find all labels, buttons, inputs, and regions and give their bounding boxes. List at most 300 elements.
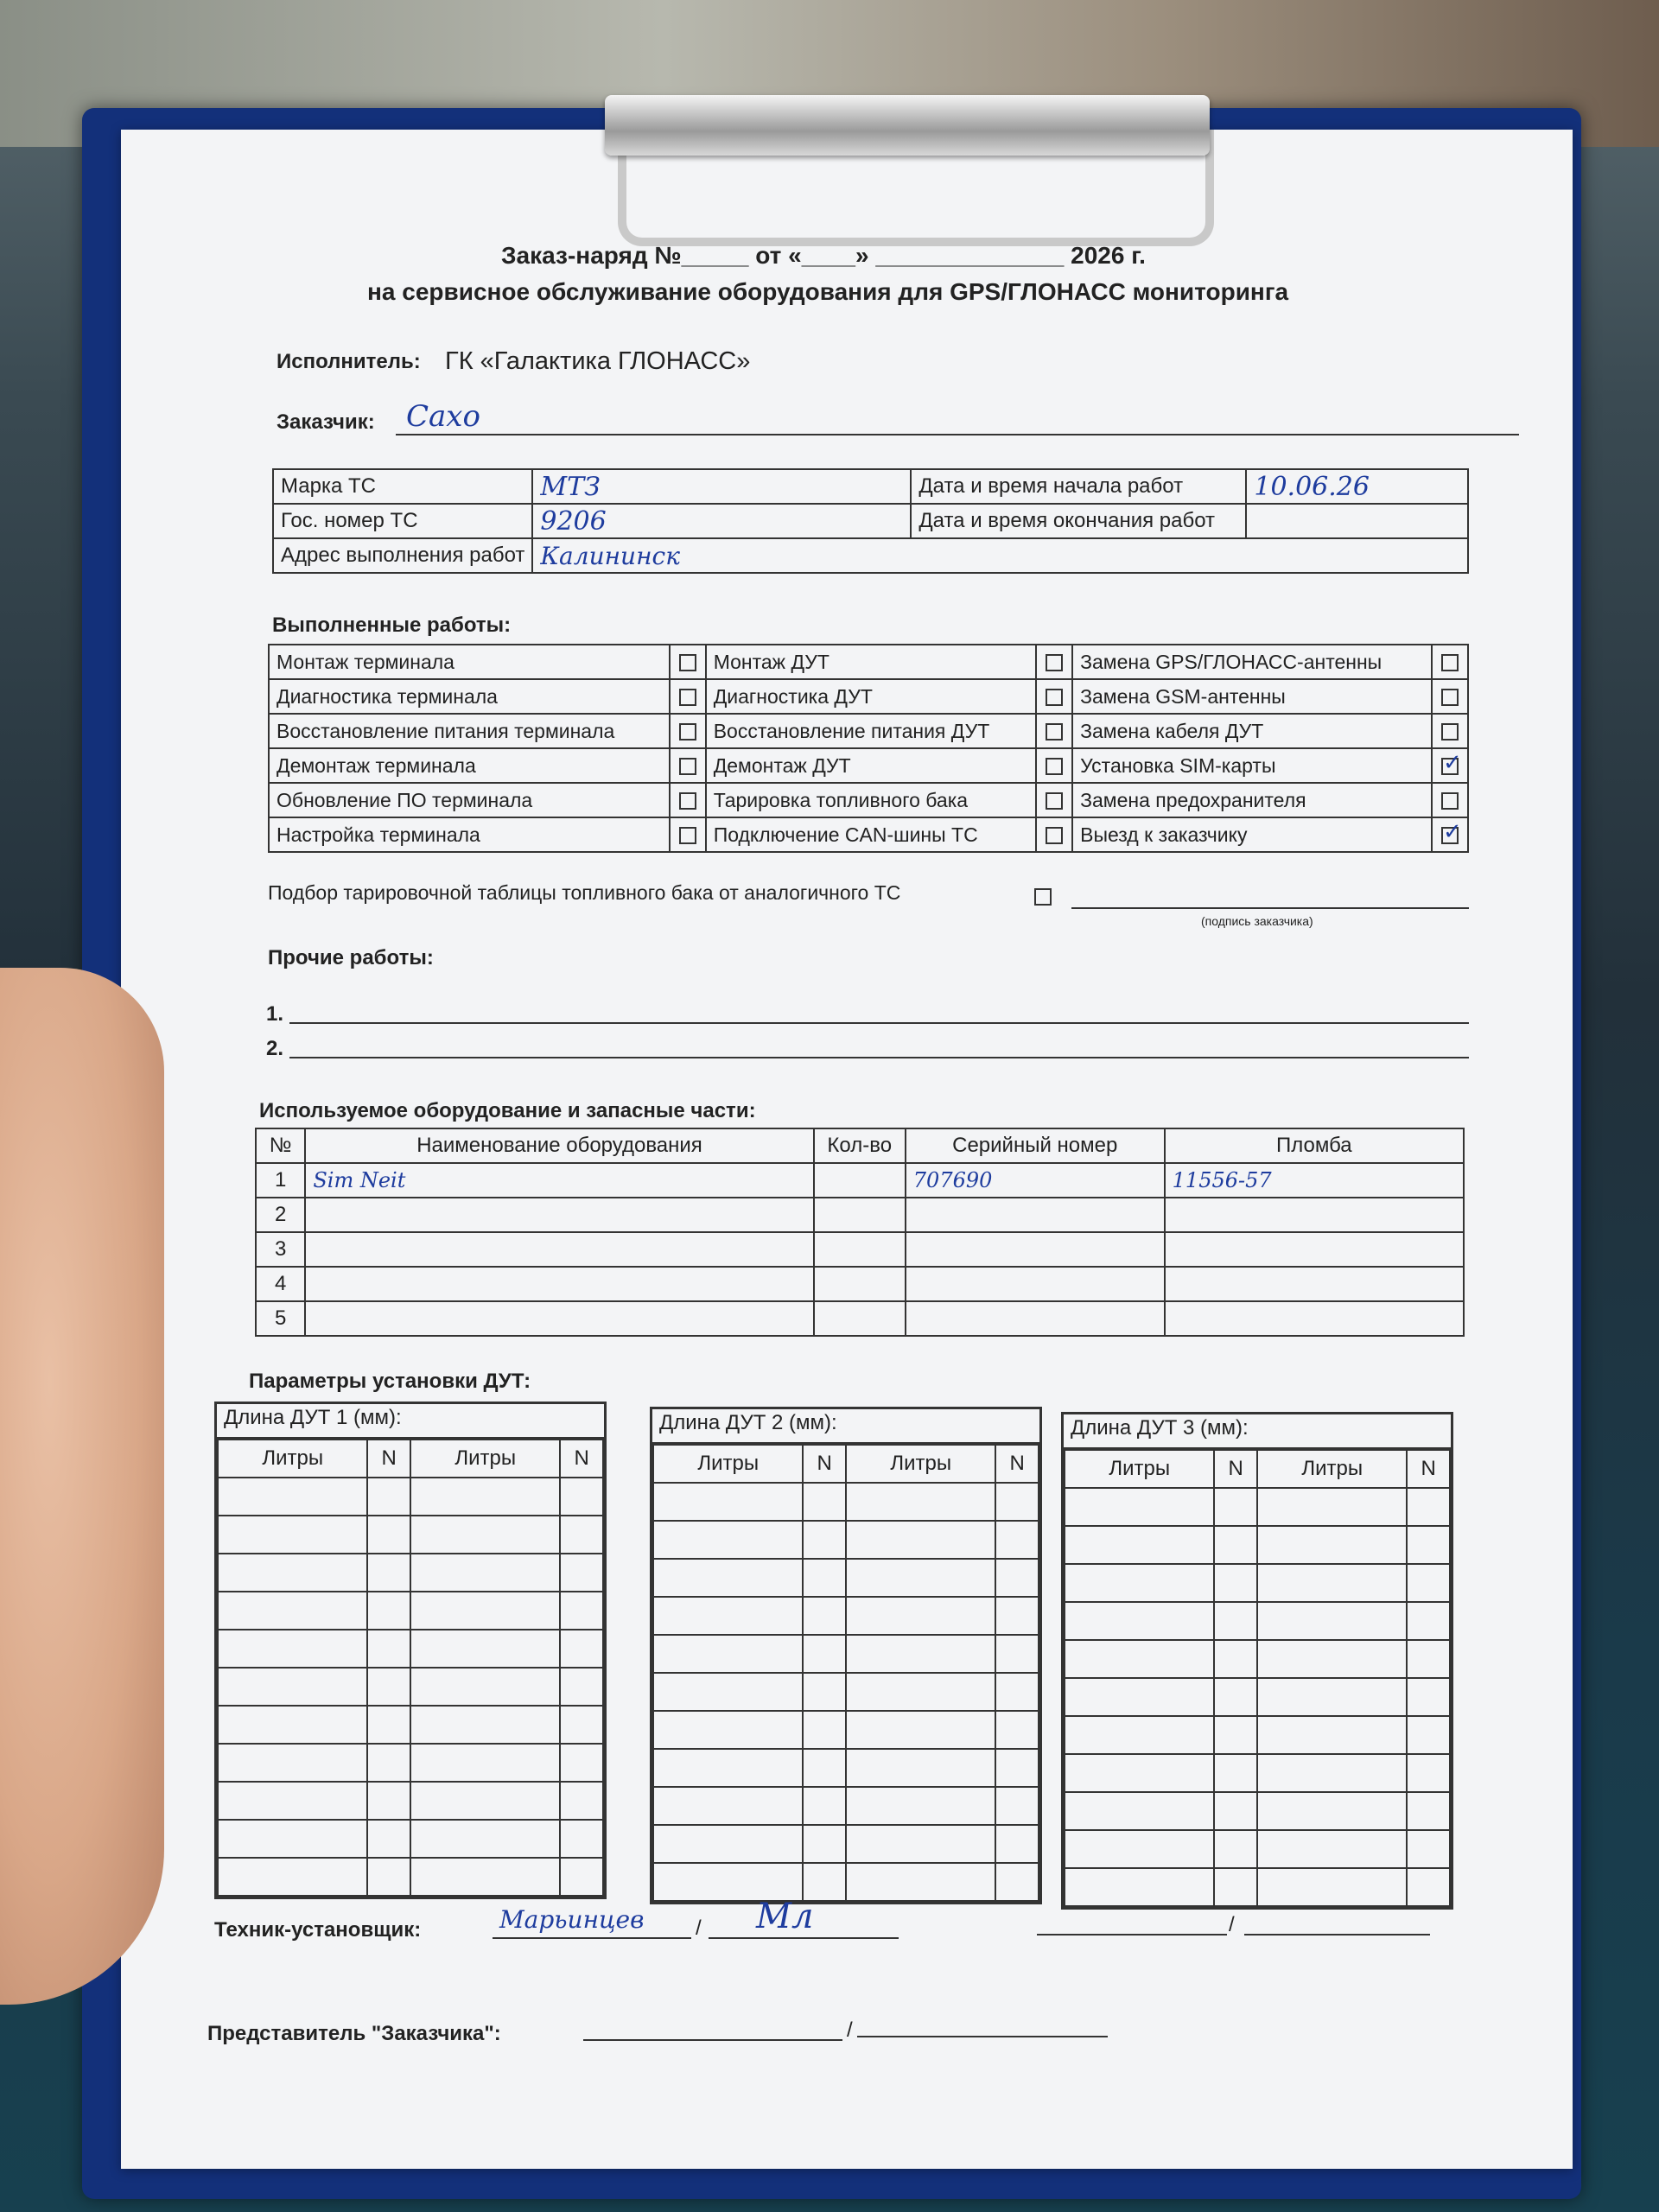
dut-cell[interactable]	[653, 1711, 803, 1749]
work-col2-3-label: Демонтаж ДУТ	[706, 748, 1036, 783]
blank-line-1	[1037, 1934, 1227, 1936]
dut-cell[interactable]	[803, 1521, 846, 1559]
table-row	[1065, 1526, 1450, 1564]
dut-cell[interactable]	[995, 1863, 1039, 1901]
dut-cell[interactable]	[995, 1597, 1039, 1635]
dut-cell[interactable]	[410, 1478, 560, 1516]
dut-title: Параметры установки ДУТ:	[249, 1370, 531, 1393]
work-col3-0-box-cell	[1432, 645, 1468, 679]
dut-cell[interactable]	[995, 1711, 1039, 1749]
equipment-title: Используемое оборудование и запасные части:	[259, 1099, 756, 1122]
dut-cell[interactable]	[410, 1706, 560, 1744]
dut-cell[interactable]	[560, 1554, 603, 1592]
technician-label: Техник-установщик:	[214, 1918, 422, 1942]
plate-label: Гос. номер ТС	[273, 504, 532, 538]
work-col3-4-box-cell	[1432, 783, 1468, 817]
dut-cell[interactable]	[1065, 1792, 1214, 1830]
dut-cell[interactable]	[1065, 1526, 1214, 1564]
work-col2-5-checkbox[interactable]	[1046, 827, 1063, 844]
dut-cell[interactable]	[1214, 1488, 1257, 1526]
order-title: Заказ-наряд №_____ от «____» ______________ 2026 г.	[501, 242, 1146, 269]
dut-cell[interactable]	[653, 1673, 803, 1711]
dut-cell[interactable]	[803, 1749, 846, 1787]
dut-cell[interactable]	[218, 1744, 367, 1782]
dut-cell[interactable]	[1214, 1678, 1257, 1716]
work-col1-3-checkbox[interactable]	[679, 758, 696, 775]
equipment-cell-0-0[interactable]: 1	[256, 1163, 305, 1198]
dut-cell[interactable]	[653, 1483, 803, 1521]
work-col2-3-box-cell	[1036, 748, 1072, 783]
work-col3-0-label: Замена GPS/ГЛОНАСС-антенны	[1072, 645, 1432, 679]
work-col3-1-checkbox[interactable]	[1441, 689, 1459, 706]
dut-cell[interactable]	[218, 1668, 367, 1706]
dut-cell[interactable]	[653, 1597, 803, 1635]
other-line-1[interactable]	[289, 1022, 1469, 1024]
order-subtitle: на сервисное обслуживание оборудования для GPS/ГЛОНАСС мониторинга	[367, 278, 1289, 305]
address-value: Калининск	[540, 541, 680, 570]
other-item-2: 2.	[266, 1037, 284, 1060]
dut-cell[interactable]	[1214, 1754, 1257, 1792]
work-col1-5-checkbox[interactable]	[679, 827, 696, 844]
dut-cell[interactable]	[1257, 1678, 1407, 1716]
equipment-cell-4-3[interactable]	[906, 1301, 1165, 1336]
technician-name: Марьинцев	[499, 1905, 645, 1934]
dut-cell[interactable]	[410, 1782, 560, 1820]
dut-cell[interactable]	[995, 1483, 1039, 1521]
work-col3-3-checkbox[interactable]	[1441, 758, 1459, 775]
work-col1-2-checkbox[interactable]	[679, 723, 696, 741]
work-col3-0-checkbox[interactable]	[1441, 654, 1459, 671]
dut-cell[interactable]	[1407, 1754, 1450, 1792]
dut-cell[interactable]	[1257, 1640, 1407, 1678]
dut-cell[interactable]	[1257, 1754, 1407, 1792]
dut-cell[interactable]	[1257, 1792, 1407, 1830]
dut-cell[interactable]	[1407, 1868, 1450, 1906]
dut-cell[interactable]	[995, 1635, 1039, 1673]
dut-cell[interactable]	[803, 1711, 846, 1749]
address-label: Адрес выполнения работ	[273, 538, 532, 573]
table-row	[653, 1559, 1039, 1597]
clipboard-clip	[605, 95, 1210, 242]
dut-col-header: Литры	[1257, 1450, 1407, 1488]
table-row	[256, 1301, 1464, 1336]
work-col2-3-checkbox[interactable]	[1046, 758, 1063, 775]
dut-cell[interactable]	[846, 1559, 995, 1597]
table-row	[1065, 1564, 1450, 1602]
dut-cell[interactable]	[1065, 1716, 1214, 1754]
dut-table-2	[650, 1407, 1042, 1904]
dut-cell[interactable]	[803, 1635, 846, 1673]
equipment-header-0: №	[256, 1128, 305, 1163]
table-row	[218, 1744, 603, 1782]
work-col1-4-label: Обновление ПО терминала	[269, 783, 670, 817]
work-col3-5-label: Выезд к заказчику	[1072, 817, 1432, 852]
dut-cell[interactable]	[367, 1668, 410, 1706]
equipment-header-4: Пломба	[1165, 1128, 1464, 1163]
dut-cell[interactable]	[803, 1787, 846, 1825]
equipment-cell-0-4[interactable]: 11556-57	[1165, 1163, 1464, 1198]
table-row	[218, 1668, 603, 1706]
table-row	[1065, 1868, 1450, 1906]
dut-cell[interactable]	[1257, 1830, 1407, 1868]
dut-cell[interactable]	[803, 1483, 846, 1521]
work-col3-3-label: Установка SIM-карты	[1072, 748, 1432, 783]
dut-cell[interactable]	[560, 1820, 603, 1858]
dut-cell[interactable]	[653, 1825, 803, 1863]
equipment-cell-1-0[interactable]: 2	[256, 1198, 305, 1232]
dut-cell[interactable]	[803, 1863, 846, 1901]
dut-cell[interactable]	[1214, 1868, 1257, 1906]
dut-cell[interactable]	[410, 1668, 560, 1706]
dut-cell[interactable]	[653, 1749, 803, 1787]
end-value	[1246, 504, 1468, 538]
slash-2: /	[1229, 1913, 1235, 1936]
dut-cell[interactable]	[367, 1858, 410, 1896]
dut-cell[interactable]	[995, 1521, 1039, 1559]
dut-length-label: Длина ДУТ 2 (мм):	[652, 1409, 1039, 1444]
dut-cell[interactable]	[1257, 1868, 1407, 1906]
start-value-cell	[1246, 469, 1468, 504]
dut-cell[interactable]	[1065, 1678, 1214, 1716]
dut-cell[interactable]	[653, 1863, 803, 1901]
work-col3-4-checkbox[interactable]	[1441, 792, 1459, 810]
dut-cell[interactable]	[1214, 1564, 1257, 1602]
dut-table-3	[1061, 1412, 1453, 1910]
dut-cell[interactable]	[846, 1711, 995, 1749]
dut-cell[interactable]	[560, 1782, 603, 1820]
table-row	[1065, 1716, 1450, 1754]
work-col2-1-label: Диагностика ДУТ	[706, 679, 1036, 714]
work-col2-1-checkbox[interactable]	[1046, 689, 1063, 706]
dut-cell[interactable]	[846, 1825, 995, 1863]
technician-sign-line	[709, 1937, 899, 1939]
customer-label: Заказчик:	[276, 410, 375, 434]
tariff-checkbox[interactable]	[1034, 888, 1052, 906]
blank-line-2	[1244, 1934, 1430, 1936]
table-row	[218, 1706, 603, 1744]
work-col2-5-label: Подключение CAN-шины ТС	[706, 817, 1036, 852]
dut-cell[interactable]	[367, 1630, 410, 1668]
table-row	[653, 1673, 1039, 1711]
dut-cell[interactable]	[1407, 1716, 1450, 1754]
dut-cell[interactable]	[1257, 1488, 1407, 1526]
work-col3-3-box-cell	[1432, 748, 1468, 783]
slash-1: /	[696, 1916, 702, 1940]
equipment-cell-2-2[interactable]	[814, 1232, 906, 1267]
table-row	[218, 1478, 603, 1516]
dut-cell[interactable]	[1257, 1564, 1407, 1602]
dut-cell[interactable]	[803, 1825, 846, 1863]
other-line-2[interactable]	[289, 1057, 1469, 1058]
work-order-sheet	[121, 130, 1573, 2169]
table-row	[653, 1825, 1039, 1863]
dut-cell[interactable]	[410, 1820, 560, 1858]
equipment-cell-3-3[interactable]	[906, 1267, 1165, 1301]
table-row	[218, 1554, 603, 1592]
dut-col-header: N	[367, 1440, 410, 1478]
work-col1-1-label: Диагностика терминала	[269, 679, 670, 714]
dut-cell[interactable]	[367, 1706, 410, 1744]
dut-cell[interactable]	[1407, 1526, 1450, 1564]
dut-cell[interactable]	[1214, 1640, 1257, 1678]
dut-cell[interactable]	[560, 1858, 603, 1896]
dut-cell[interactable]	[410, 1516, 560, 1554]
work-col3-5-checkbox[interactable]	[1441, 827, 1459, 844]
dut-cell[interactable]	[1214, 1716, 1257, 1754]
dut-length-label: Длина ДУТ 3 (мм):	[1064, 1414, 1451, 1449]
plate-value: 9206	[540, 505, 607, 537]
equipment-cell-2-1[interactable]	[305, 1232, 813, 1267]
work-col1-1-checkbox[interactable]	[679, 689, 696, 706]
dut-cell[interactable]	[218, 1478, 367, 1516]
work-col2-0-box-cell	[1036, 645, 1072, 679]
dut-cell[interactable]	[1214, 1526, 1257, 1564]
dut-cell[interactable]	[218, 1858, 367, 1896]
dut-cell[interactable]	[410, 1630, 560, 1668]
brand-label: Марка ТС	[273, 469, 532, 504]
table-row	[218, 1782, 603, 1820]
dut-cell[interactable]	[995, 1825, 1039, 1863]
brand-value: МТЗ	[540, 471, 601, 502]
equipment-cell-2-0[interactable]: 3	[256, 1232, 305, 1267]
technician-name-line	[493, 1937, 691, 1939]
dut-cell[interactable]	[803, 1673, 846, 1711]
equipment-cell-1-1[interactable]	[305, 1198, 813, 1232]
work-col2-0-checkbox[interactable]	[1046, 654, 1063, 671]
equipment-cell-0-1[interactable]: Sim Neit	[305, 1163, 813, 1198]
work-col3-4-label: Замена предохранителя	[1072, 783, 1432, 817]
table-row	[1065, 1640, 1450, 1678]
customer-signature-line	[1071, 907, 1469, 909]
equipment-cell-3-2[interactable]	[814, 1267, 906, 1301]
equipment-cell-3-0[interactable]: 4	[256, 1267, 305, 1301]
dut-cell[interactable]	[1065, 1602, 1214, 1640]
dut-cell[interactable]	[1214, 1602, 1257, 1640]
dut-cell[interactable]	[1214, 1792, 1257, 1830]
signature-hint: (подпись заказчика)	[1201, 914, 1313, 928]
work-col1-3-label: Демонтаж терминала	[269, 748, 670, 783]
table-row	[653, 1483, 1039, 1521]
start-label: Дата и время начала работ	[911, 469, 1246, 504]
dut-cell[interactable]	[653, 1787, 803, 1825]
dut-cell[interactable]	[1257, 1526, 1407, 1564]
equipment-cell-0-3[interactable]: 707690	[906, 1163, 1165, 1198]
clip-bar	[605, 95, 1210, 156]
dut-cell[interactable]	[1065, 1640, 1214, 1678]
table-row	[653, 1711, 1039, 1749]
dut-cell[interactable]	[560, 1706, 603, 1744]
dut-cell[interactable]	[1257, 1716, 1407, 1754]
dut-cell[interactable]	[1407, 1602, 1450, 1640]
table-row	[1065, 1830, 1450, 1868]
table-row	[653, 1863, 1039, 1901]
equipment-cell-4-2[interactable]	[814, 1301, 906, 1336]
table-row	[653, 1635, 1039, 1673]
work-col2-5-box-cell	[1036, 817, 1072, 852]
dut-cell[interactable]	[1065, 1488, 1214, 1526]
representative-label: Представитель "Заказчика":	[207, 2022, 501, 2045]
executor-value: ГК «Галактика ГЛОНАСС»	[445, 347, 751, 375]
dut-cell[interactable]	[560, 1516, 603, 1554]
dut-col-header: N	[803, 1445, 846, 1483]
work-col1-0-checkbox[interactable]	[679, 654, 696, 671]
executor-label: Исполнитель:	[276, 350, 421, 373]
dut-cell[interactable]	[367, 1516, 410, 1554]
table-row	[256, 1163, 1464, 1198]
equipment-header-3: Серийный номер	[906, 1128, 1165, 1163]
table-row	[1065, 1488, 1450, 1526]
work-col2-4-checkbox[interactable]	[1046, 792, 1063, 810]
table-row	[653, 1597, 1039, 1635]
dut-col-header: Литры	[410, 1440, 560, 1478]
dut-cell[interactable]	[560, 1630, 603, 1668]
equipment-cell-4-0[interactable]: 5	[256, 1301, 305, 1336]
dut-cell[interactable]	[846, 1749, 995, 1787]
table-row	[218, 1516, 603, 1554]
customer-line	[396, 434, 1519, 435]
dut-cell[interactable]	[846, 1483, 995, 1521]
dut-cell[interactable]	[653, 1559, 803, 1597]
dut-cell[interactable]	[410, 1592, 560, 1630]
equipment-header-1: Наименование оборудования	[305, 1128, 813, 1163]
dut-cell[interactable]	[1407, 1488, 1450, 1526]
table-row	[1065, 1754, 1450, 1792]
dut-cell[interactable]	[846, 1521, 995, 1559]
dut-cell[interactable]	[1407, 1830, 1450, 1868]
dut-cell[interactable]	[367, 1782, 410, 1820]
dut-cell[interactable]	[846, 1597, 995, 1635]
work-col1-4-checkbox[interactable]	[679, 792, 696, 810]
equipment-cell-4-1[interactable]	[305, 1301, 813, 1336]
equipment-cell-1-3[interactable]	[906, 1198, 1165, 1232]
equipment-table	[255, 1128, 1465, 1337]
representative-line-2	[857, 2036, 1108, 2037]
table-row	[256, 1267, 1464, 1301]
dut-cell[interactable]	[218, 1592, 367, 1630]
slash-3: /	[847, 2018, 853, 2042]
works-title: Выполненные работы:	[272, 613, 512, 637]
dut-cell[interactable]	[803, 1597, 846, 1635]
dut-cell[interactable]	[560, 1668, 603, 1706]
dut-cell[interactable]	[995, 1749, 1039, 1787]
other-works-title: Прочие работы:	[268, 946, 434, 969]
equipment-cell-4-4[interactable]	[1165, 1301, 1464, 1336]
equipment-cell-1-2[interactable]	[814, 1198, 906, 1232]
dut-col-header: Литры	[218, 1440, 367, 1478]
work-col1-2-box-cell	[670, 714, 706, 748]
table-row	[1065, 1792, 1450, 1830]
dut-cell[interactable]	[846, 1673, 995, 1711]
dut-cell[interactable]	[1214, 1830, 1257, 1868]
dut-cell[interactable]	[410, 1744, 560, 1782]
dut-cell[interactable]	[560, 1744, 603, 1782]
dut-cell[interactable]	[218, 1782, 367, 1820]
dut-cell[interactable]	[218, 1554, 367, 1592]
table-row	[218, 1820, 603, 1858]
dut-cell[interactable]	[1065, 1868, 1214, 1906]
work-col1-4-box-cell	[670, 783, 706, 817]
customer-value: Сахо	[406, 399, 480, 434]
dut-cell[interactable]	[218, 1516, 367, 1554]
dut-cell[interactable]	[846, 1787, 995, 1825]
dut-cell[interactable]	[410, 1554, 560, 1592]
dut-cell[interactable]	[367, 1744, 410, 1782]
equipment-cell-3-1[interactable]	[305, 1267, 813, 1301]
dut-cell[interactable]	[367, 1592, 410, 1630]
dut-cell[interactable]	[803, 1559, 846, 1597]
equipment-cell-1-4[interactable]	[1165, 1198, 1464, 1232]
work-col1-0-box-cell	[670, 645, 706, 679]
dut-cell[interactable]	[1407, 1792, 1450, 1830]
dut-cell[interactable]	[653, 1521, 803, 1559]
dut-cell[interactable]	[367, 1820, 410, 1858]
dut-cell[interactable]	[367, 1554, 410, 1592]
dut-cell[interactable]	[1257, 1602, 1407, 1640]
dut-cell[interactable]	[1407, 1678, 1450, 1716]
equipment-header-2: Кол-во	[814, 1128, 906, 1163]
dut-cell[interactable]	[1407, 1640, 1450, 1678]
other-item-1: 1.	[266, 1002, 284, 1026]
work-col3-2-box-cell	[1432, 714, 1468, 748]
dut-cell[interactable]	[218, 1820, 367, 1858]
work-col3-5-box-cell	[1432, 817, 1468, 852]
dut-col-header: N	[1214, 1450, 1257, 1488]
dut-cell[interactable]	[995, 1673, 1039, 1711]
dut-col-header: N	[995, 1445, 1039, 1483]
equipment-cell-2-4[interactable]	[1165, 1232, 1464, 1267]
address-value-cell	[532, 538, 1468, 573]
dut-cell[interactable]	[218, 1706, 367, 1744]
dut-cell[interactable]	[1065, 1564, 1214, 1602]
dut-cell[interactable]	[1407, 1564, 1450, 1602]
table-row	[218, 1858, 603, 1896]
table-row	[653, 1787, 1039, 1825]
dut-cell[interactable]	[995, 1787, 1039, 1825]
dut-cell[interactable]	[1065, 1754, 1214, 1792]
dut-cell[interactable]	[1065, 1830, 1214, 1868]
table-row	[218, 1630, 603, 1668]
dut-cell[interactable]	[846, 1635, 995, 1673]
equipment-cell-0-2[interactable]	[814, 1163, 906, 1198]
work-col1-2-label: Восстановление питания терминала	[269, 714, 670, 748]
work-col1-5-label: Настройка терминала	[269, 817, 670, 852]
work-col2-4-box-cell	[1036, 783, 1072, 817]
work-col2-4-label: Тарировка топливного бака	[706, 783, 1036, 817]
dut-col-header: Литры	[846, 1445, 995, 1483]
dut-length-label: Длина ДУТ 1 (мм):	[217, 1404, 604, 1439]
dut-col-header: Литры	[1065, 1450, 1214, 1488]
equipment-cell-3-4[interactable]	[1165, 1267, 1464, 1301]
table-row	[218, 1592, 603, 1630]
dut-cell[interactable]	[218, 1630, 367, 1668]
work-col3-1-label: Замена GSM-антенны	[1072, 679, 1432, 714]
dut-cell[interactable]	[653, 1635, 803, 1673]
dut-cell[interactable]	[995, 1559, 1039, 1597]
dut-cell[interactable]	[367, 1478, 410, 1516]
dut-cell[interactable]	[410, 1858, 560, 1896]
dut-col-header: Литры	[653, 1445, 803, 1483]
holding-hand	[0, 968, 164, 2005]
dut-cell[interactable]	[560, 1592, 603, 1630]
equipment-cell-2-3[interactable]	[906, 1232, 1165, 1267]
work-col1-1-box-cell	[670, 679, 706, 714]
dut-col-header: N	[1407, 1450, 1450, 1488]
work-col3-2-checkbox[interactable]	[1441, 723, 1459, 741]
dut-cell[interactable]	[846, 1863, 995, 1901]
dut-cell[interactable]	[560, 1478, 603, 1516]
table-row	[653, 1521, 1039, 1559]
work-col2-2-checkbox[interactable]	[1046, 723, 1063, 741]
